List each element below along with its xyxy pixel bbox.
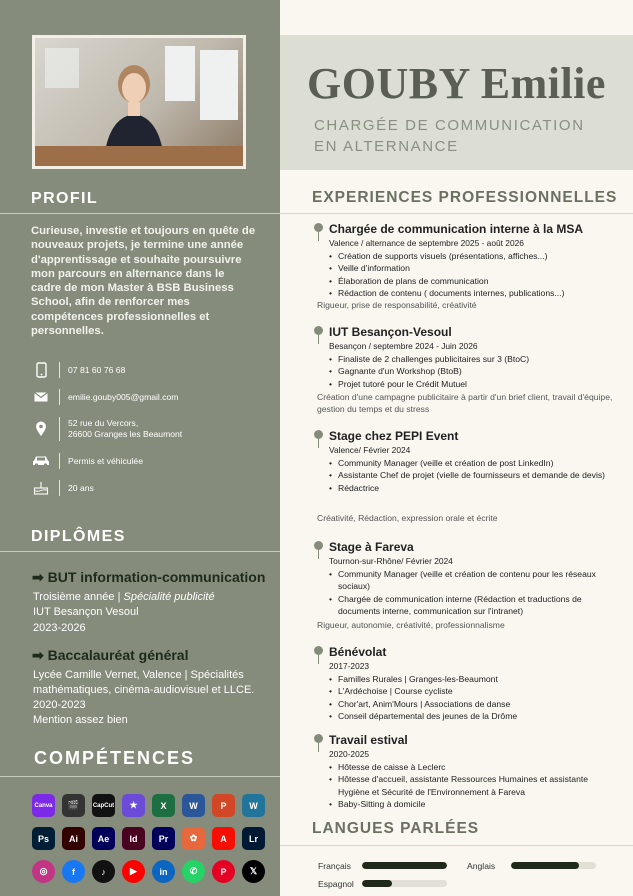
diploma-mention: Mention assez bien [33, 714, 128, 726]
experiences-title: EXPERIENCES PROFESSIONNELLES [312, 189, 618, 206]
language-level-fill [511, 862, 579, 869]
experience-bullet: • Community Manager (veille et création de post LinkedIn) [329, 457, 619, 469]
diploma-dates: 2020-2023 [33, 699, 86, 711]
lightroom-icon: Lr [242, 827, 265, 850]
divider [0, 551, 280, 552]
license-text: Permis et véhiculée [68, 455, 143, 466]
experience-title: Stage chez PEPI Event [329, 429, 459, 443]
experience-bullet: • Chargée de communication interne (Rédaction et traductions de documents interne, communication sur l'intranet) [329, 593, 619, 618]
excel-icon: X [152, 794, 175, 817]
experience-bullet: • Veille d'information [329, 262, 619, 274]
linkedin-icon: in [152, 860, 175, 883]
diplomes-title: DIPLÔMES [31, 528, 126, 545]
language-label: Anglais [467, 861, 496, 871]
divider [59, 417, 60, 441]
experience-subtitle: 2017-2023 [329, 661, 370, 671]
experience-bullet: • Projet tutoré pour le Crédit Mutuel [329, 378, 619, 390]
wordpress-icon: W [242, 794, 265, 817]
profile-photo [32, 35, 246, 169]
experience-subtitle: 2020-2025 [329, 749, 370, 759]
contact-address [31, 417, 182, 441]
divider [280, 213, 633, 214]
timeline-pin [318, 334, 319, 344]
address [68, 418, 182, 440]
timeline-pin [318, 549, 319, 559]
experience-skills-note: Rigueur, autonomie, créativité, professionnalisme [317, 620, 505, 630]
experience-subtitle: Tournon-sur-Rhône/ Février 2024 [329, 556, 453, 566]
experience-bullet: • Hôtesse d'accueil, assistante Ressources Humaines et assistante Hygiène et Sécurité de l'Environnement à Fareva [329, 773, 619, 798]
full-name: GOUBY Emilie [307, 59, 606, 108]
timeline-pin [318, 438, 319, 448]
email-address[interactable]: emilie.gouby005@gmail.com [68, 391, 179, 402]
photoshop-icon: Ps [32, 827, 55, 850]
tiktok-icon: ♪ [92, 860, 115, 883]
diploma-title-text: Baccalauréat général [47, 647, 189, 663]
acrobat-icon: A [212, 827, 235, 850]
diploma-dates: 2023-2026 [33, 622, 86, 634]
language-label: Français [318, 861, 351, 871]
after-effects-icon: Ae [92, 827, 115, 850]
experience-skills-note: Rigueur, prise de responsabilité, créativité [317, 300, 477, 310]
experience-bullet: • Conseil départemental des jeunes de la Drôme [329, 710, 619, 722]
phone-icon [31, 361, 51, 379]
phone-number[interactable]: 07 81 60 76 68 [68, 364, 126, 375]
profil-title: PROFIL [31, 190, 99, 207]
experience-bullet: • L'Ardéchoise | Course cycliste [329, 685, 619, 697]
experience-title: Bénévolat [329, 645, 387, 659]
experience-bullets [329, 673, 619, 722]
divider [280, 845, 633, 846]
whatsapp-icon: ✆ [182, 860, 205, 883]
experience-bullet: • Community Manager (veille et création de contenu pour les réseaux sociaux) [329, 568, 619, 593]
job-title-line-1: CHARGÉE DE COMMUNICATION [314, 117, 585, 134]
experience-subtitle: Besançon / septembre 2024 - Juin 2026 [329, 341, 478, 351]
photos-icon: ✿ [182, 827, 205, 850]
language-level-fill [362, 862, 447, 869]
powerpoint-icon: P [212, 794, 235, 817]
experience-title: IUT Besançon-Vesoul [329, 325, 452, 339]
contact-license [31, 452, 143, 470]
experience-bullet: • Rédactrice [329, 482, 619, 494]
timeline-pin [318, 231, 319, 241]
photo-window [200, 50, 238, 120]
youtube-icon: ▶ [122, 860, 145, 883]
pinterest-icon: P [212, 860, 235, 883]
langues-title: LANGUES PARLÉES [312, 820, 480, 837]
divider [59, 362, 60, 378]
language-level-fill [362, 880, 392, 887]
competences-title: COMPÉTENCES [34, 748, 196, 768]
skills-row-social [32, 860, 265, 883]
x-icon: 𝕏 [242, 860, 265, 883]
timeline-pin [318, 654, 319, 664]
clapperboard-icon: 🎬 [62, 794, 85, 817]
contact-email [31, 388, 178, 406]
job-title [314, 115, 585, 157]
facebook-icon: f [62, 860, 85, 883]
experience-bullet: • Chor'art, Anim'Mours | Associations de danse [329, 698, 619, 710]
arrow-right-icon: ➡ [32, 647, 44, 663]
language-label: Espagnol [318, 879, 354, 889]
experience-bullets [329, 761, 619, 810]
car-icon [31, 452, 51, 470]
word-icon: W [182, 794, 205, 817]
timeline-pin [318, 742, 319, 752]
diploma-detail [33, 590, 215, 606]
experience-bullets [329, 457, 619, 494]
address-line-1: 52 rue du Vercors, [68, 418, 139, 428]
skills-row-software [32, 794, 265, 817]
job-title-line-2: EN ALTERNANCE [314, 138, 459, 155]
cake-icon [31, 479, 51, 497]
experience-title: Chargée de communication interne à la MSA [329, 222, 584, 236]
experience-bullet: • Création de supports visuels (présentations, affiches...) [329, 250, 619, 262]
divider [59, 453, 60, 469]
profil-text: Curieuse, investie et toujours en quête de nouveaux projets, je termine une année d'apprentissage et souhaite poursuivre mon parcours en alternance dans le cadre de mon Master à BSB Business School, afin de renforcer mes compétences professionnelles et personnelles. [31, 225, 256, 338]
diploma-school: IUT Besançon Vesoul [33, 606, 139, 618]
instagram-icon: ◎ [32, 860, 55, 883]
experience-bullets [329, 568, 619, 617]
mail-icon [31, 388, 51, 406]
divider [0, 213, 280, 214]
experience-bullet: • Hôtesse de caisse à Leclerc [329, 761, 619, 773]
experience-title: Stage à Fareva [329, 540, 414, 554]
divider [59, 480, 60, 496]
divider [59, 389, 60, 405]
language-level-bar [511, 862, 596, 869]
imovie-icon: ★ [122, 794, 145, 817]
experience-bullet: • Finaliste de 2 challenges publicitaires sur 3 (BtoC) [329, 353, 619, 365]
sidebar [0, 0, 280, 896]
experience-bullet: • Baby-Sitting à domicile [329, 798, 619, 810]
experience-subtitle: Valence/ Février 2024 [329, 445, 411, 455]
diploma-detail: mathématiques, cinéma-audiovisuel et LLCE. [33, 684, 255, 696]
diploma-title [32, 569, 265, 586]
photo-window [45, 48, 79, 88]
diploma-title-text: BUT information-communication [47, 569, 266, 585]
address-line-2: 26600 Granges les Beaumont [68, 429, 183, 439]
divider [0, 776, 280, 777]
experience-subtitle: Valence / alternance de septembre 2025 - août 2026 [329, 238, 524, 248]
language-level-bar [362, 880, 447, 887]
experience-bullet: • Assistante Chef de projet (vielle de fournisseurs et demande de devis) [329, 469, 619, 481]
language-level-bar [362, 862, 447, 869]
premiere-icon: Pr [152, 827, 175, 850]
photo-table [35, 146, 246, 169]
experience-title: Travail estival [329, 733, 408, 747]
diploma-school: Lycée Camille Vernet, Valence | Spécialités [33, 669, 244, 681]
experience-skills-note: Création d'une campagne publicitaire à partir d'un brief client, travail d'équipe, gestion du temps et du stress [317, 392, 613, 414]
experience-bullet: • Rédaction de contenu ( documents internes, publications...) [329, 287, 619, 299]
experience-skills-note: Créativité, Rédaction, expression orale et écrite [317, 513, 498, 523]
experience-bullet: • Élaboration de plans de communication [329, 275, 619, 287]
canva-icon: Canva [32, 794, 55, 817]
diploma-title [32, 647, 188, 664]
arrow-right-icon: ➡ [32, 569, 44, 585]
indesign-icon: Id [122, 827, 145, 850]
experience-bullets [329, 353, 619, 390]
capcut-icon: CapCut [92, 794, 115, 817]
contact-age [31, 479, 94, 497]
experience-bullets [329, 250, 619, 299]
illustrator-icon: Ai [62, 827, 85, 850]
skills-grid [32, 794, 265, 893]
location-pin-icon [31, 420, 51, 438]
age-text: 20 ans [68, 482, 94, 493]
diploma-speciality: Spécialité publicité [123, 591, 215, 603]
skills-row-adobe [32, 827, 265, 850]
diploma-year-text: Troisième année | [33, 591, 124, 603]
contact-phone [31, 361, 125, 379]
experience-bullet: • Familles Rurales | Granges-les-Beaumont [329, 673, 619, 685]
experience-bullet: • Gagnante d'un Workshop (BtoB) [329, 365, 619, 377]
